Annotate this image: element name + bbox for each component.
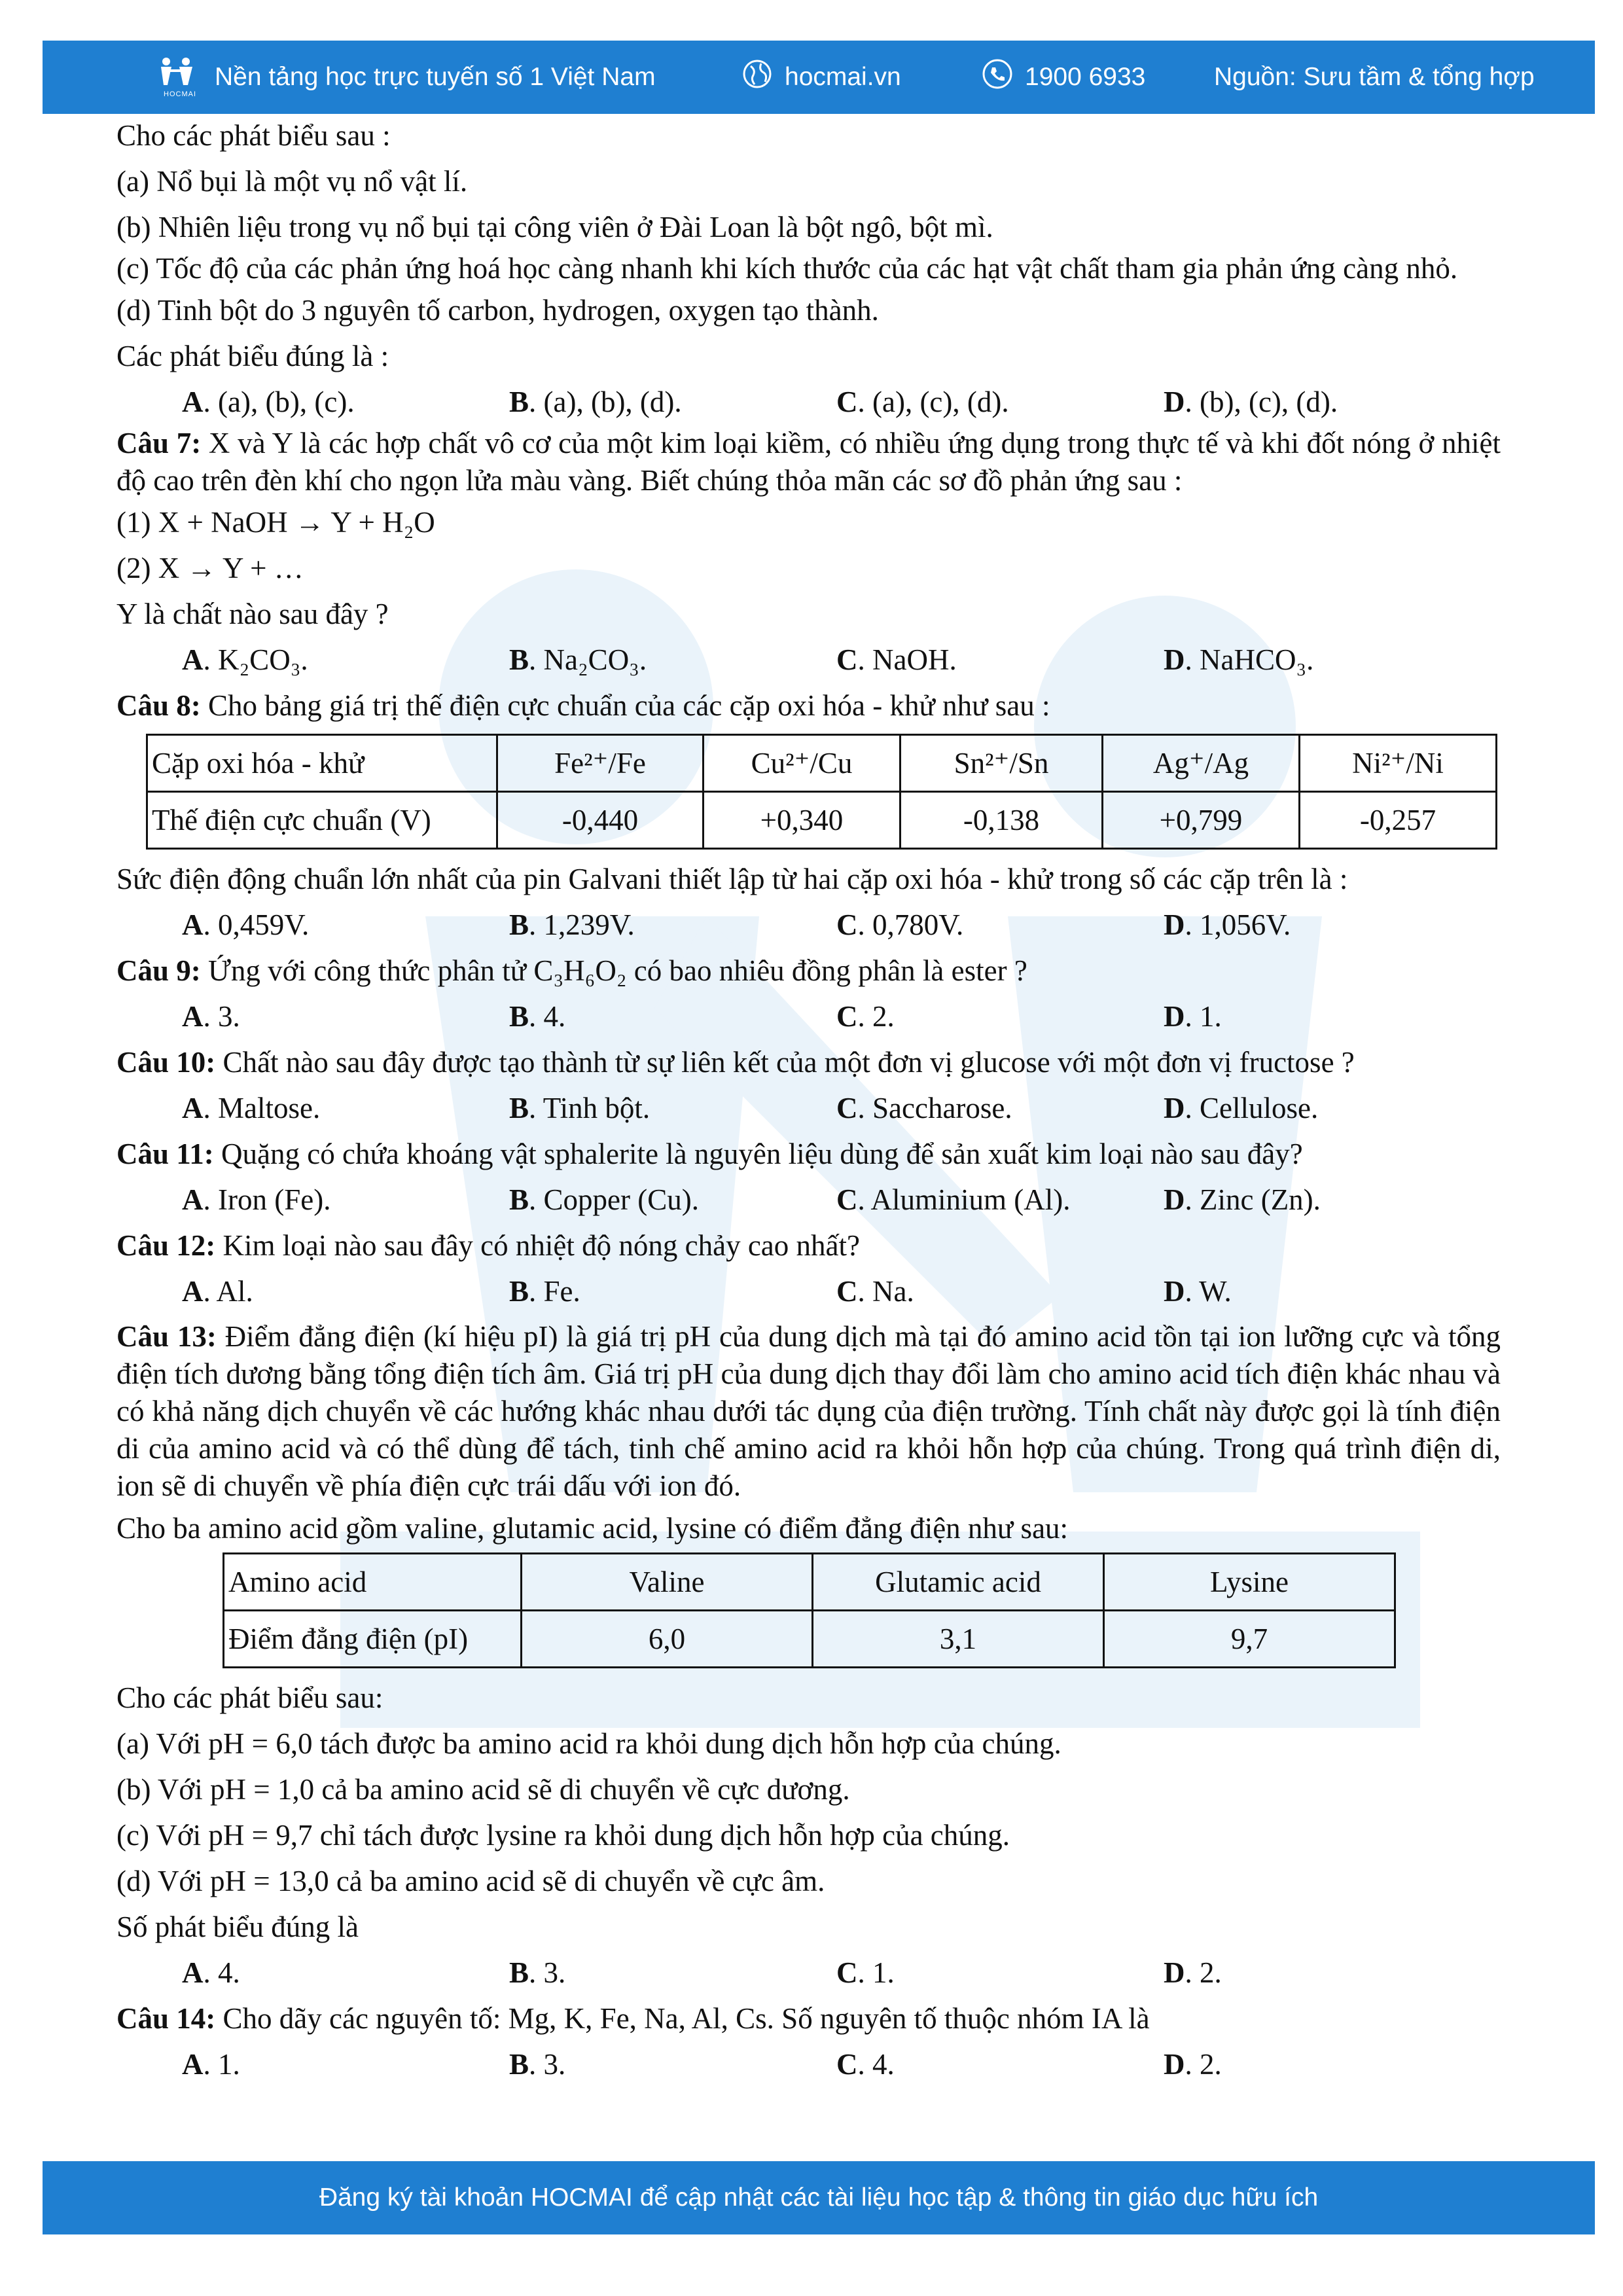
option-a[interactable]: A. Al.	[182, 1275, 253, 1308]
option-a[interactable]: A. 1.	[182, 2048, 240, 2081]
q6-question: Các phát biểu đúng là :	[116, 340, 389, 372]
table-cell: Lysine	[1104, 1554, 1395, 1611]
phone-text: 1900 6933	[1025, 63, 1146, 91]
q9-options	[116, 994, 1501, 1039]
question-6	[116, 113, 1501, 425]
table-cell: -0,440	[497, 792, 704, 849]
q7-reaction-2: (2) X → Y + …	[116, 552, 304, 584]
q7-reaction-1: (1) X + NaOH → Y + H₂O	[116, 506, 435, 539]
option-c[interactable]: C. 0,780V.	[836, 908, 964, 941]
option-b[interactable]: B. Copper (Cu).	[509, 1183, 699, 1216]
table-cell: Cặp oxi hóa - khử	[147, 735, 497, 792]
header-bar	[43, 41, 1595, 114]
option-d[interactable]: D. (b), (c), (d).	[1164, 386, 1338, 418]
q6-statement-a: (a) Nổ bụi là một vụ nổ vật lí.	[116, 165, 468, 198]
footer-text: Đăng ký tài khoản HOCMAI để cập nhật các tài liệu học tập & thông tin giáo dục hữu ích	[319, 2183, 1319, 2212]
q13-stem: Câu 13: Điểm đẳng điện (kí hiệu pI) là giá trị pH của dung dịch mà tại đó amino acid tồn tại ion lưỡng cực và tổng điện tích dương bằng tổng điện tích âm. Giá trị pH của dung dịch thay đổi làm cho amino acid tích điện khác nhau và có khả năng dịch chuyển về các hướng khác nhau dưới tác dụng của điện trường. Tính chất này được gọi là tính điện di của amino acid và có thể dùng để tách, tinh chế amino acid ra khỏi hỗn hợp của chúng. Trong quá trình điện di, ion sẽ di chuyển về phía điện cực trái dấu với ion đó.	[116, 1320, 1501, 1502]
table-cell: 9,7	[1104, 1611, 1395, 1668]
option-c[interactable]: C. Saccharose.	[836, 1092, 1012, 1124]
option-d[interactable]: D. Zinc (Zn).	[1164, 1183, 1321, 1216]
q13-statement-a: (a) Với pH = 6,0 tách được ba amino acid ra khỏi dung dịch hỗn hợp của chúng.	[116, 1727, 1061, 1760]
isoelectric-point-table	[223, 1552, 1396, 1668]
q11-stem: Câu 11: Quặng có chứa khoáng vật sphalerite là nguyên liệu dùng để sản xuất kim loại nào sau đây?	[116, 1138, 1303, 1170]
q10-options	[116, 1085, 1501, 1131]
q8-options	[116, 902, 1501, 948]
option-a[interactable]: A. Iron (Fe).	[182, 1183, 331, 1216]
option-a[interactable]: A. Maltose.	[182, 1092, 321, 1124]
table-cell: +0,799	[1103, 792, 1300, 849]
table-cell: Valine	[522, 1554, 813, 1611]
question-8	[116, 683, 1501, 948]
question-7	[116, 425, 1501, 683]
q12-options	[116, 1268, 1501, 1314]
q13-intro: Cho các phát biểu sau:	[116, 1681, 383, 1714]
option-b[interactable]: B. (a), (b), (d).	[509, 386, 682, 418]
q10-stem: Câu 10: Chất nào sau đây được tạo thành từ sự liên kết của một đơn vị glucose với một đơn vị fructose ?	[116, 1046, 1355, 1079]
phone-icon	[982, 58, 1013, 96]
question-10	[116, 1039, 1501, 1131]
table-cell: Sn²⁺/Sn	[901, 735, 1103, 792]
option-b[interactable]: B. Fe.	[509, 1275, 580, 1308]
option-a[interactable]: A. K₂CO₃.	[182, 643, 308, 676]
brand[interactable]	[157, 41, 656, 114]
q6-statement-c: (c) Tốc độ của các phản ứng hoá học càng nhanh khi kích thước của các hạt vật chất tham gia phản ứng càng nhỏ.	[116, 252, 1458, 285]
option-b[interactable]: B. 3.	[509, 1956, 566, 1989]
q6-options	[116, 379, 1501, 425]
hocmai-logo-icon: HOCMAI	[157, 56, 203, 98]
q13-question: Số phát biểu đúng là	[116, 1910, 359, 1943]
q9-stem: Câu 9: Ứng với công thức phân tử C₃H₆O₂ có bao nhiêu đồng phân là ester ?	[116, 954, 1027, 987]
q14-stem: Câu 14: Cho dãy các nguyên tố: Mg, K, Fe, Na, Al, Cs. Số nguyên tố thuộc nhóm IA là	[116, 2002, 1150, 2035]
option-d[interactable]: D. 1,056V.	[1164, 908, 1291, 941]
option-d[interactable]: D. 1.	[1164, 1000, 1222, 1033]
q6-intro: Cho các phát biểu sau :	[116, 119, 391, 152]
q13-statement-b: (b) Với pH = 1,0 cả ba amino acid sẽ di chuyển về cực dương.	[116, 1773, 850, 1806]
option-b[interactable]: B. 3.	[509, 2048, 566, 2081]
q7-options	[116, 637, 1501, 683]
footer-banner[interactable]	[43, 2161, 1595, 2234]
question-14	[116, 1996, 1501, 2087]
question-11	[116, 1131, 1501, 1223]
table-cell: -0,257	[1300, 792, 1497, 849]
q13-statement-c: (c) Với pH = 9,7 chỉ tách được lysine ra khỏi dung dịch hỗn hợp của chúng.	[116, 1819, 1010, 1852]
q12-stem: Câu 12: Kim loại nào sau đây có nhiệt độ nóng chảy cao nhất?	[116, 1229, 860, 1262]
option-c[interactable]: C. NaOH.	[836, 643, 957, 676]
option-c[interactable]: C. Na.	[836, 1275, 914, 1308]
q14-options	[116, 2041, 1501, 2087]
table-row	[147, 735, 1497, 792]
option-b[interactable]: B. Na₂CO₃.	[509, 643, 647, 676]
table-cell: -0,138	[901, 792, 1103, 849]
q8-question: Sức điện động chuẩn lớn nhất của pin Galvani thiết lập từ hai cặp oxi hóa - khử trong số các cặp trên là :	[116, 863, 1348, 895]
table-cell: Amino acid	[224, 1554, 522, 1611]
option-a[interactable]: A. 0,459V.	[182, 908, 310, 941]
table-cell: 6,0	[522, 1611, 813, 1668]
document-body	[116, 113, 1501, 2087]
q8-stem: Câu 8: Cho bảng giá trị thế điện cực chuẩn của các cặp oxi hóa - khử như sau :	[116, 689, 1050, 722]
q13-stem-2: Cho ba amino acid gồm valine, glutamic acid, lysine có điểm đẳng điện như sau:	[116, 1512, 1069, 1545]
question-13	[116, 1318, 1501, 1996]
q7-stem: Câu 7: X và Y là các hợp chất vô cơ của một kim loại kiềm, có nhiều ứng dụng trong thực tế và khi đốt nóng ở nhiệt độ cao trên đèn khí cho ngọn lửa màu vàng. Biết chúng thỏa mãn các sơ đồ phản ứng sau :	[116, 427, 1501, 497]
option-a[interactable]: A. (a), (b), (c).	[182, 386, 355, 418]
table-cell: Cu²⁺/Cu	[704, 735, 901, 792]
table-row	[224, 1554, 1395, 1611]
option-c[interactable]: C. 4.	[836, 2048, 895, 2081]
option-b[interactable]: B. 1,239V.	[509, 908, 635, 941]
option-a[interactable]: A. 3.	[182, 1000, 240, 1033]
table-cell: Ag⁺/Ag	[1103, 735, 1300, 792]
table-row	[224, 1611, 1395, 1668]
phone-link[interactable]	[982, 41, 1145, 114]
table-cell: Glutamic acid	[813, 1554, 1104, 1611]
q13-options	[116, 1950, 1501, 1996]
option-a[interactable]: A. 4.	[182, 1956, 240, 1989]
option-c[interactable]: C. 2.	[836, 1000, 895, 1033]
option-d[interactable]: D. W.	[1164, 1275, 1232, 1308]
source-text: Nguồn: Sưu tầm & tổng hợp	[1214, 63, 1535, 91]
table-cell: Điểm đẳng điện (pI)	[224, 1611, 522, 1668]
option-c[interactable]: C. (a), (c), (d).	[836, 386, 1009, 418]
table-cell: Ni²⁺/Ni	[1300, 735, 1497, 792]
option-d[interactable]: D. Cellulose.	[1164, 1092, 1319, 1124]
website-link[interactable]	[741, 41, 901, 114]
slogan: Nền tảng học trực tuyến số 1 Việt Nam	[215, 63, 656, 91]
table-cell: 3,1	[813, 1611, 1104, 1668]
q6-statement-d: (d) Tinh bột do 3 nguyên tố carbon, hydrogen, oxygen tạo thành.	[116, 294, 879, 327]
option-c[interactable]: C. 1.	[836, 1956, 895, 1989]
globe-icon	[741, 58, 773, 96]
option-b[interactable]: B. 4.	[509, 1000, 566, 1033]
q11-options	[116, 1177, 1501, 1223]
question-9	[116, 948, 1501, 1039]
table-cell: Fe²⁺/Fe	[497, 735, 704, 792]
table-row	[147, 792, 1497, 849]
q7-question: Y là chất nào sau đây ?	[116, 598, 389, 630]
option-b[interactable]: B. Tinh bột.	[509, 1092, 651, 1124]
option-d[interactable]: D. NaHCO₃.	[1164, 643, 1314, 676]
website-text: hocmai.vn	[785, 63, 901, 91]
option-c[interactable]: C. Aluminium (Al).	[836, 1183, 1071, 1216]
table-cell: Thế điện cực chuẩn (V)	[147, 792, 497, 849]
electrode-potential-table	[146, 734, 1497, 850]
option-d[interactable]: D. 2.	[1164, 1956, 1222, 1989]
q13-statement-d: (d) Với pH = 13,0 cả ba amino acid sẽ di chuyển về cực âm.	[116, 1865, 825, 1897]
option-d[interactable]: D. 2.	[1164, 2048, 1222, 2081]
q6-statement-b: (b) Nhiên liệu trong vụ nổ bụi tại công viên ở Đài Loan là bột ngô, bột mì.	[116, 211, 993, 243]
table-cell: +0,340	[704, 792, 901, 849]
question-12	[116, 1223, 1501, 1314]
